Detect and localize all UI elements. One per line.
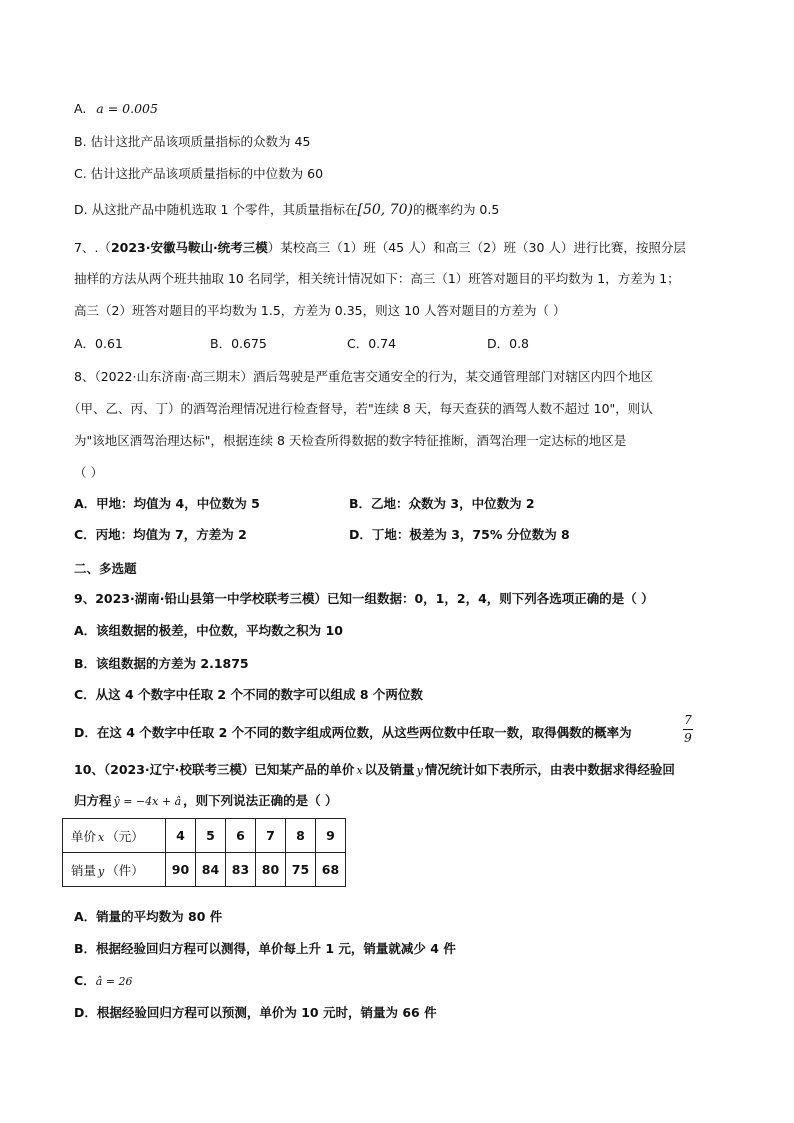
regression-equation: ŷ = −4x + â bbox=[113, 795, 182, 808]
header-text: 销量 bbox=[71, 862, 97, 878]
fraction-bar bbox=[683, 729, 693, 730]
header-unit: （件） bbox=[106, 862, 144, 878]
table-cell: 80 bbox=[256, 853, 286, 887]
fraction-numerator: 7 bbox=[684, 713, 692, 727]
q9-option-a: A．该组数据的极差，中位数，平均数之积为 10 bbox=[74, 623, 343, 638]
prev-option-d bbox=[74, 202, 499, 218]
q8-line-1: 8、（2022·山东济南·高三期末）酒后驾驶是严重危害交通安全的行为，某交通管理部门对辖区内四个地区 bbox=[74, 369, 653, 384]
row-header-price bbox=[63, 819, 166, 853]
q10-text-d: 归方程 bbox=[74, 793, 112, 808]
q7-line-1 bbox=[74, 240, 686, 256]
table-cell: 90 bbox=[166, 853, 196, 887]
q8-option-b: B．乙地：众数为 3，中位数为 2 bbox=[349, 496, 535, 511]
var-x: x bbox=[98, 830, 105, 844]
table-cell: 83 bbox=[226, 853, 256, 887]
table-cell: 5 bbox=[196, 819, 226, 853]
q8-option-a: A．甲地：均值为 4，中位数为 5 bbox=[74, 496, 260, 511]
q9-option-b: B．该组数据的方差为 2.1875 bbox=[74, 656, 249, 671]
data-table bbox=[62, 818, 346, 887]
q7-option-a: A．0.61 bbox=[74, 336, 123, 351]
q10-text-a: 10、（2023·辽宁·校联考三模）已知某产品的单价 bbox=[74, 762, 355, 777]
var-x: x bbox=[356, 764, 363, 777]
section-heading: 二、多选题 bbox=[74, 561, 137, 576]
var-y: y bbox=[98, 864, 105, 878]
prev-option-b: B. 估计这批产品该项质量指标的众数为 45 bbox=[74, 134, 311, 149]
math-expression: â = 26 bbox=[95, 975, 133, 988]
q10-option-d: D．根据经验回归方程可以预测，单价为 10 元时，销量为 66 件 bbox=[74, 1005, 437, 1020]
q8-line-3: 为"该地区酒驾治理达标"，根据连续 8 天检查所得数据的数字特征推断，酒驾治理一定达标的地区是 bbox=[74, 433, 627, 448]
q7-option-b: B．0.675 bbox=[210, 336, 267, 351]
q8-option-c: C．丙地：均值为 7，方差为 2 bbox=[74, 527, 247, 542]
q10-option-a: A．销量的平均数为 80 件 bbox=[74, 909, 223, 924]
table-cell: 68 bbox=[316, 853, 346, 887]
q10-text-b: 以及销量 bbox=[364, 762, 415, 777]
q7-option-d: D．0.8 bbox=[487, 336, 530, 351]
q8-line-2: （甲、乙、丙、丁）的酒驾治理情况进行检查督导，若"连续 8 天，每天查获的酒驾人数不超过 10"，则认 bbox=[68, 401, 653, 416]
q8-option-d: D．丁地：极差为 3，75% 分位数为 8 bbox=[349, 527, 570, 542]
q10-line-1 bbox=[74, 762, 675, 779]
q8-line-4: （ ） bbox=[74, 465, 103, 480]
q10-text-c: 情况统计如下表所示，由表中数据求得经验回 bbox=[424, 762, 675, 777]
header-unit: （元） bbox=[106, 828, 144, 844]
math-expression: a = 0.005 bbox=[96, 101, 158, 116]
var-y: y bbox=[416, 764, 423, 777]
table-cell: 8 bbox=[286, 819, 316, 853]
table-row bbox=[63, 819, 346, 853]
table-cell: 84 bbox=[196, 853, 226, 887]
table-cell: 9 bbox=[316, 819, 346, 853]
q10-text-e: ，则下列说法正确的是（ ） bbox=[183, 793, 338, 808]
option-d-text: D. 从这批产品中随机选取 1 个零件，其质量指标在 bbox=[74, 202, 358, 217]
q10-option-c bbox=[74, 973, 132, 990]
option-label: A. bbox=[74, 101, 87, 116]
q7-source: 2023·安徽马鞍山·统考三模 bbox=[110, 240, 268, 255]
q10-option-b: B．根据经验回归方程可以测得，单价每上升 1 元，销量就减少 4 件 bbox=[74, 941, 456, 956]
q7-text: ）某校高三（1）班（45 人）和高三（2）班（30 人）进行比赛，按照分层 bbox=[267, 240, 686, 255]
q7-line-2: 抽样的方法从两个班共抽取 10 名同学，相关统计情况如下：高三（1）班答对题目的平均数为 1，方差为 1； bbox=[74, 271, 680, 286]
q9-stem: 9、2023·湖南·铅山县第一中学校联考三模）已知一组数据：0，1，2，4，则下列各选项正确的是（ ） bbox=[74, 591, 654, 606]
interval: [50, 70) bbox=[357, 202, 413, 218]
table-cell: 4 bbox=[166, 819, 196, 853]
prev-option-c: C. 估计这批产品该项质量指标的中位数为 60 bbox=[74, 166, 324, 181]
table-cell: 6 bbox=[226, 819, 256, 853]
q7-line-3: 高三（2）班答对题目的平均数为 1.5，方差为 0.35，则这 10 人答对题目的方差为（ ） bbox=[74, 303, 566, 318]
table-cell: 75 bbox=[286, 853, 316, 887]
q9-option-d: D．在这 4 个数字中任取 2 个不同的数字组成两位数，从这些两位数中任取一数，取得偶数的概率为 bbox=[74, 725, 632, 740]
option-d-tail: 的概率约为 0.5 bbox=[412, 202, 500, 217]
fraction-denominator: 9 bbox=[684, 731, 692, 745]
table-cell: 7 bbox=[256, 819, 286, 853]
q10-line-2 bbox=[74, 793, 338, 810]
q9-option-c: C．从这 4 个数字中任取 2 个不同的数字可以组成 8 个两位数 bbox=[74, 687, 423, 702]
q7-number: 7、.（ bbox=[74, 240, 111, 255]
row-header-sales bbox=[63, 853, 166, 887]
prev-option-a bbox=[74, 101, 158, 117]
option-label: C． bbox=[74, 973, 96, 988]
header-text: 单价 bbox=[71, 828, 97, 844]
table-row bbox=[63, 853, 346, 887]
q7-option-c: C．0.74 bbox=[347, 336, 397, 351]
